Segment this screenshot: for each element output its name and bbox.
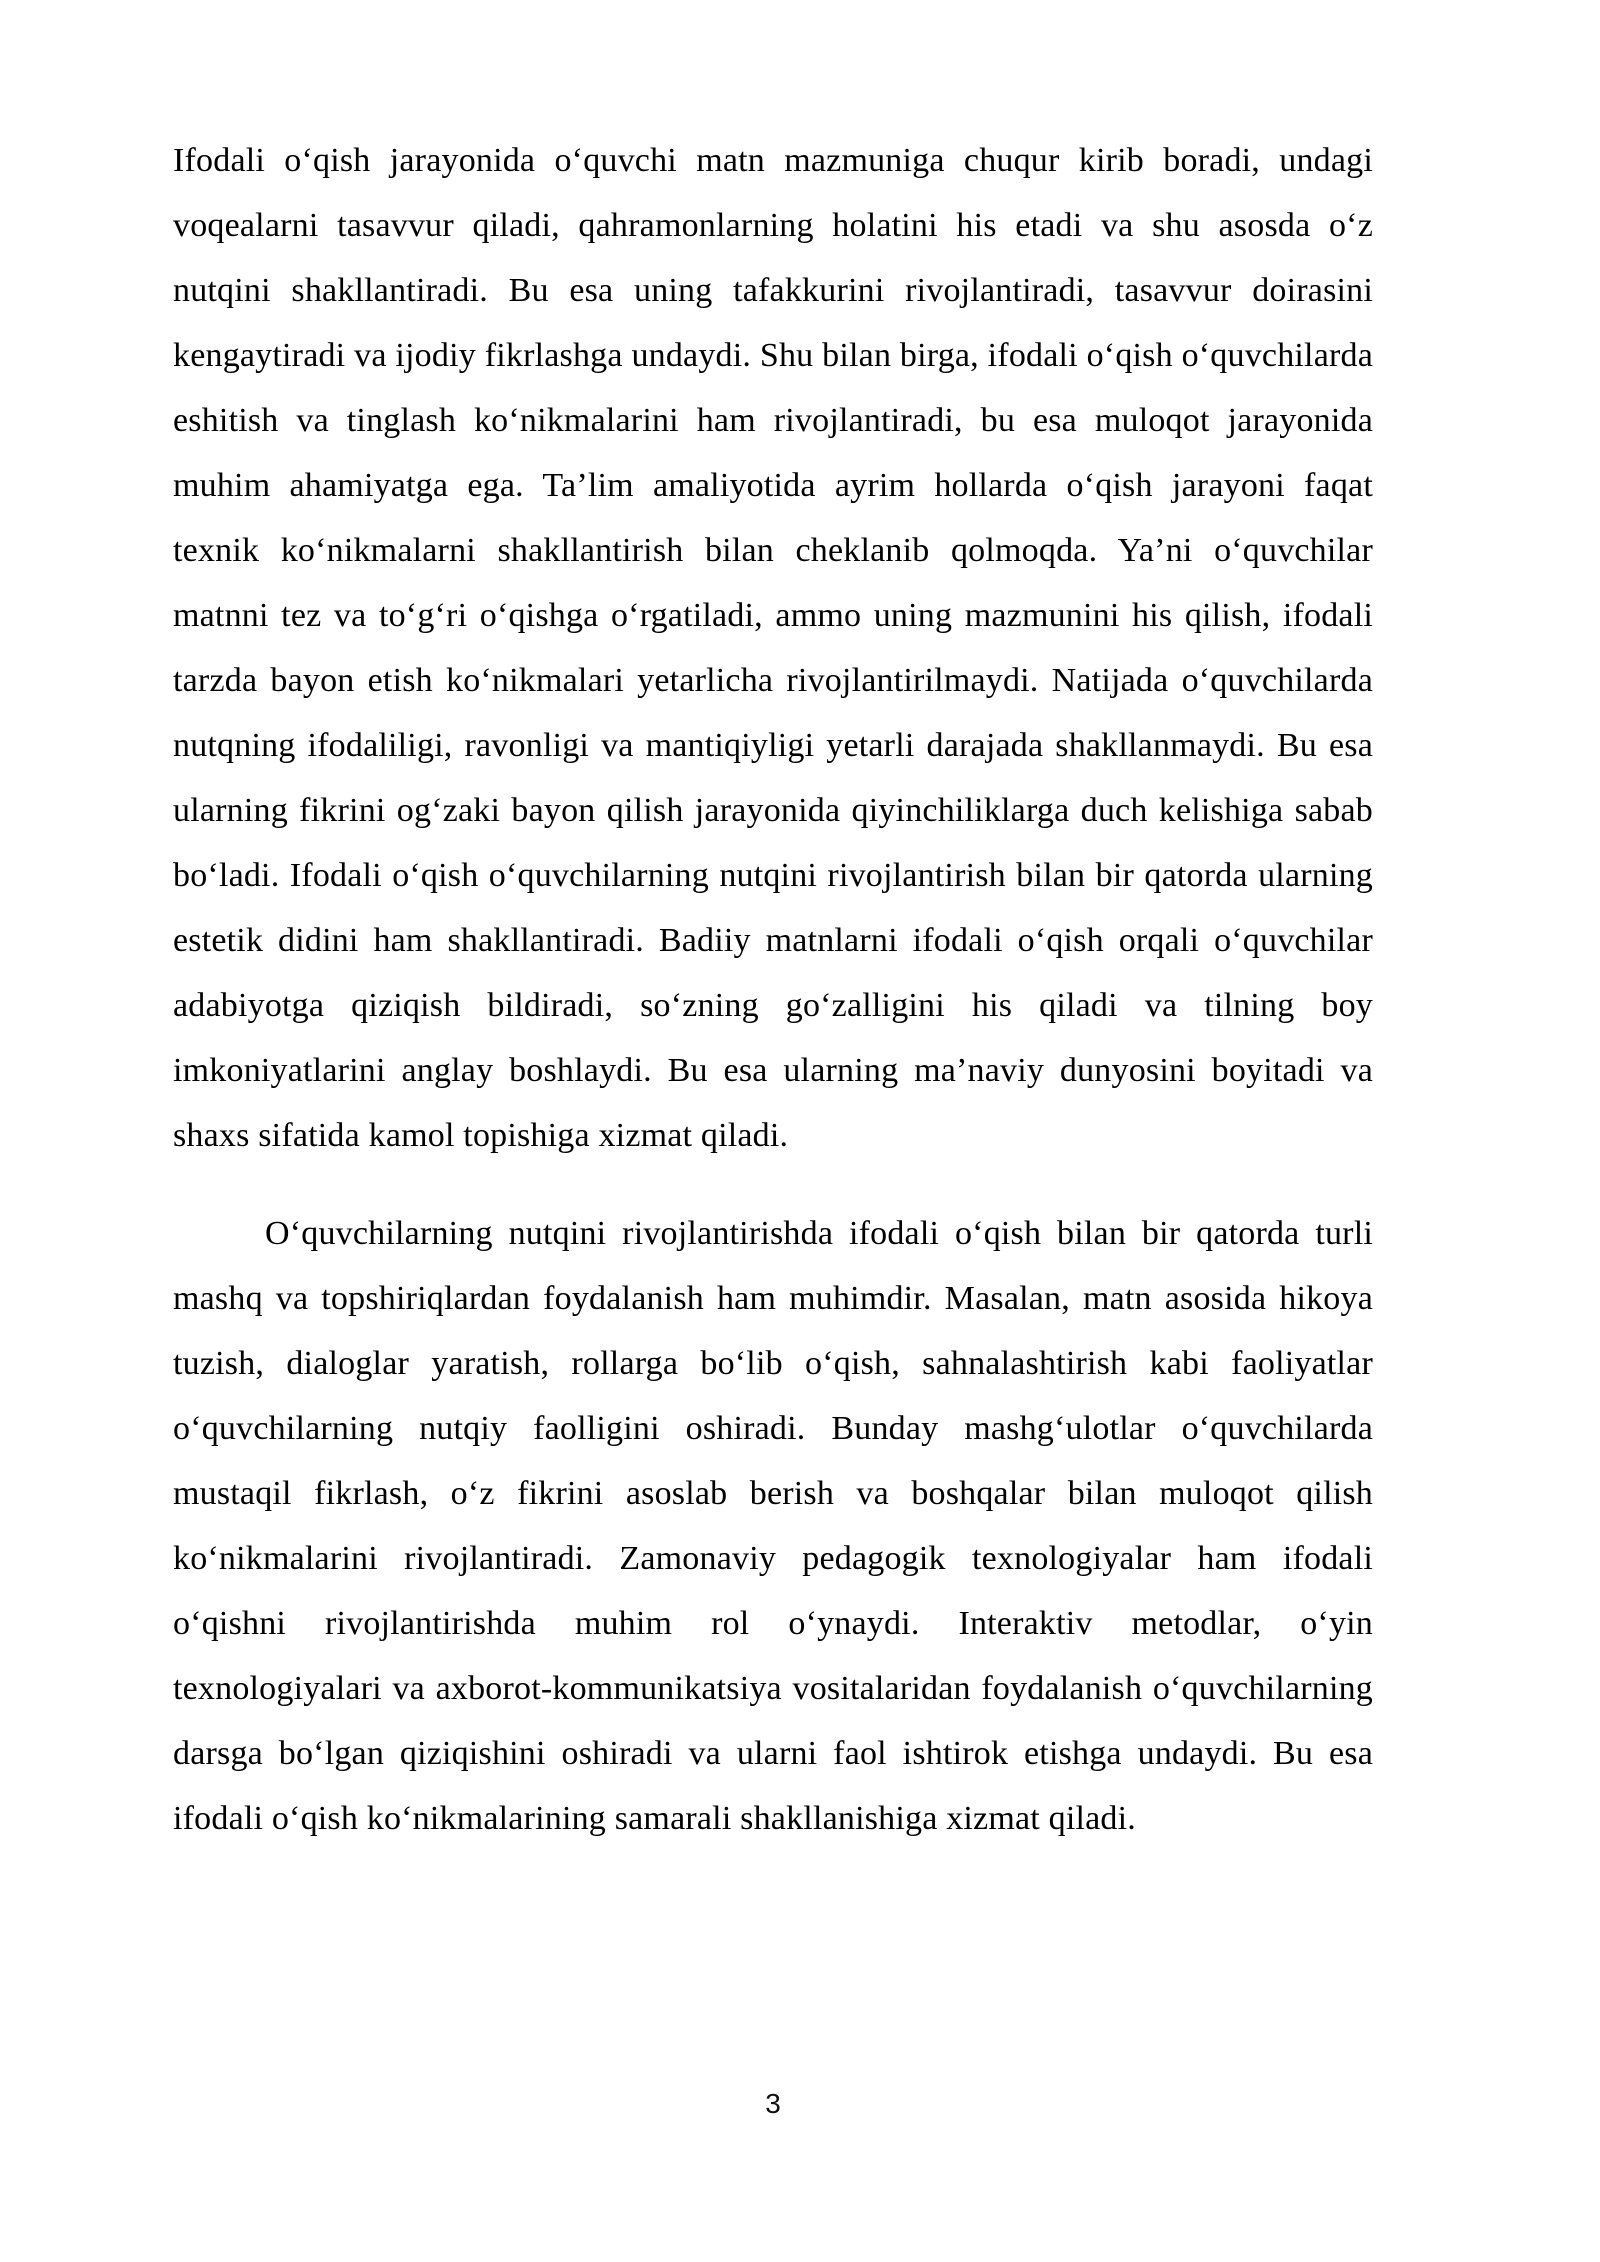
- page-body-text: [173, 128, 1373, 1851]
- page-number: 3: [765, 2088, 781, 2119]
- body-paragraph: O‘quvchilarning nutqini rivojlantirishda ifodali o‘qish bilan bir qatorda turli mashq va topshiriqlardan foydalanish ham muhimdir. Masalan, matn asosida hikoya tuzish, dialoglar yaratish, rollarga bo‘lib o‘qish, sahnalashtirish kabi faoliyatlar o‘quvchilarning nutqiy faolligini oshiradi. Bunday mashg‘ulotlar o‘quvchilarda mustaqil fikrlash, o‘z fikrini asoslab berish va boshqalar bilan muloqot qilish ko‘nikmalarini rivojlantiradi. Zamonaviy pedagogik texnologiyalar ham ifodali o‘qishni rivojlantirishda muhim rol o‘ynaydi. Interaktiv metodlar, o‘yin texnologiyalari va axborot-kommunikatsiya vositalaridan foydalanish o‘quvchilarning darsga bo‘lgan qiziqishini oshiradi va ularni faol ishtirok etishga undaydi. Bu esa ifodali o‘qish ko‘nikmalarining samarali shakllanishiga xizmat qiladi.: [173, 1215, 1373, 1837]
- body-paragraph: Ifodali o‘qish jarayonida o‘quvchi matn mazmuniga chuqur kirib boradi, undagi voqealarni tasavvur qiladi, qahramonlarning holatini his etadi va shu asosda o‘z nutqini shakllantiradi. Bu esa uning tafakkurini rivojlantiradi, tasavvur doirasini kengaytiradi va ijodiy fikrlashga undaydi. Shu bilan birga, ifodali o‘qish o‘quvchilarda eshitish va tinglash ko‘nikmalarini ham rivojlantiradi, bu esa muloqot jarayonida muhim ahamiyatga ega. Ta’lim amaliyotida ayrim hollarda o‘qish jarayoni faqat texnik ko‘nikmalarni shakllantirish bilan cheklanib qolmoqda. Ya’ni o‘quvchilar matnni tez va to‘g‘ri o‘qishga o‘rgatiladi, ammo uning mazmunini his qilish, ifodali tarzda bayon etish ko‘nikmalari yetarlicha rivojlantirilmaydi. Natijada o‘quvchilarda nutqning ifodaliligi, ravonligi va mantiqiyligi yetarli darajada shakllanmaydi. Bu esa ularning fikrini og‘zaki bayon qilish jarayonida qiyinchiliklarga duch kelishiga sabab bo‘ladi. Ifodali o‘qish o‘quvchilarning nutqini rivojlantirish bilan bir qatorda ularning estetik didini ham shakllantiradi. Badiiy matnlarni ifodali o‘qish orqali o‘quvchilar adabiyotga qiziqish bildiradi, so‘zning go‘zalligini his qiladi va tilning boy imkoniyatlarini anglay boshlaydi. Bu esa ularning ma’naviy dunyosini boyitadi va shaxs sifatida kamol topishiga xizmat qiladi.: [173, 142, 1373, 1154]
- page-footer: [173, 2088, 1373, 2120]
